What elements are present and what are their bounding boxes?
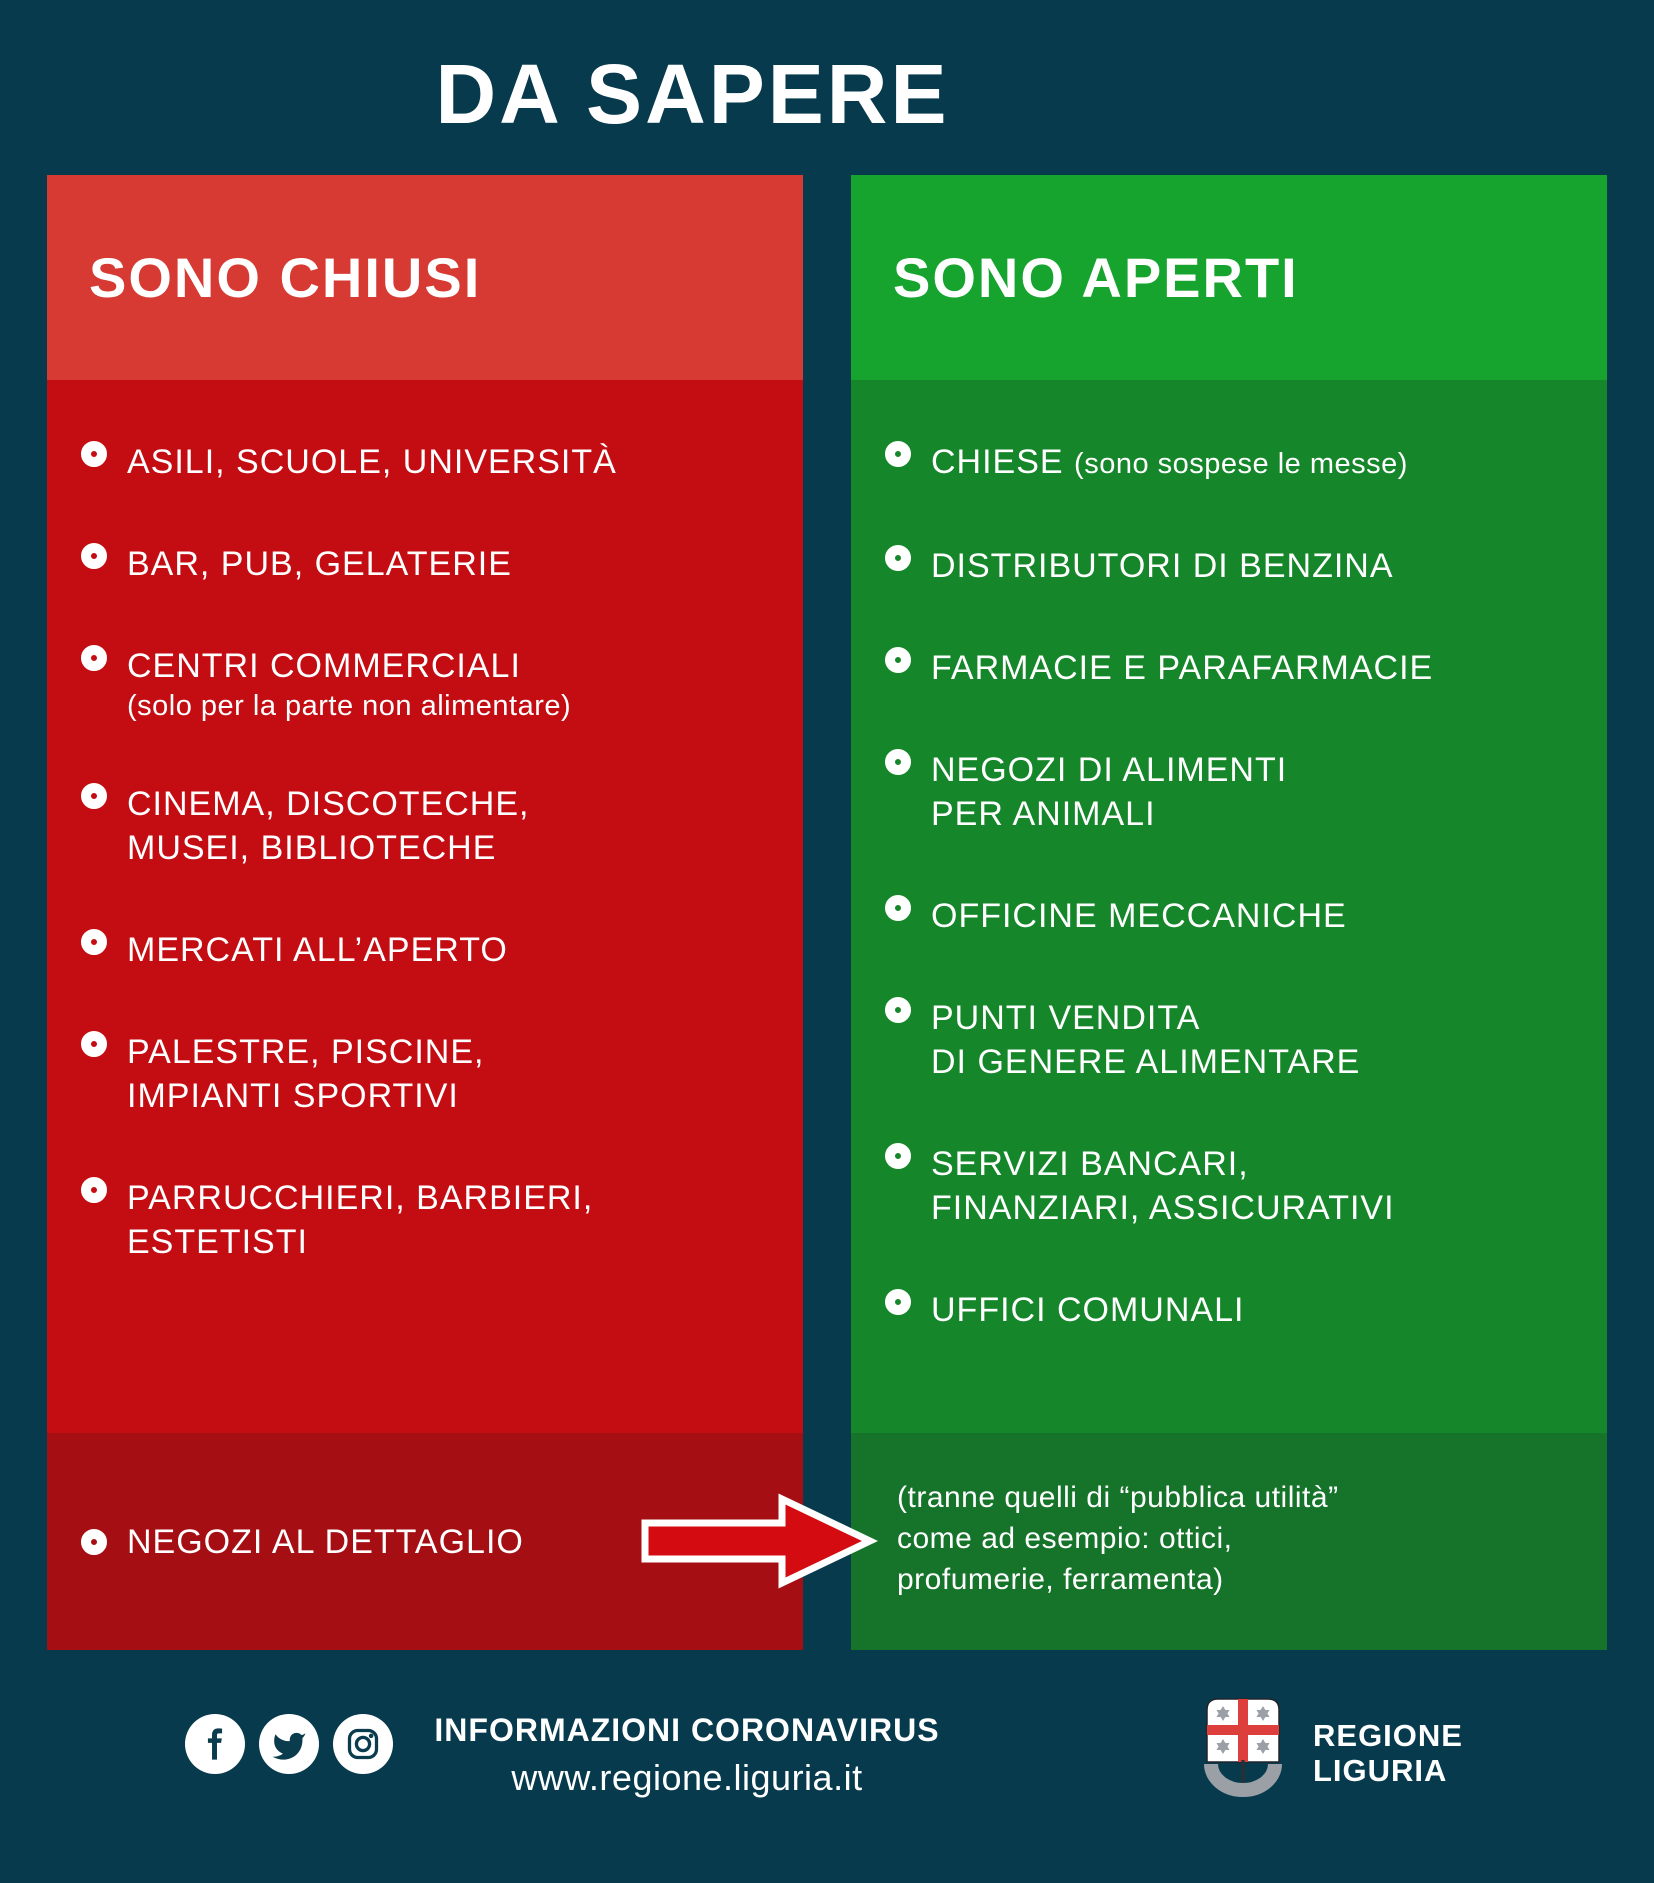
circle-bullet-icon: [81, 783, 107, 809]
circle-bullet-icon: [885, 749, 911, 775]
circle-bullet-icon: [885, 895, 911, 921]
item-line: DI GENERE ALIMENTARE: [931, 1043, 1361, 1081]
item-line: PALESTRE, PISCINE,: [127, 1033, 485, 1071]
list-item: [81, 542, 785, 586]
item-line: NEGOZI DI ALIMENTI: [931, 751, 1288, 789]
note-line: profumerie, ferramenta): [897, 1563, 1224, 1596]
open-column-body: [851, 380, 1607, 1433]
twitter-icon[interactable]: [259, 1714, 319, 1774]
item-line: IMPIANTI SPORTIVI: [127, 1077, 459, 1115]
list-item: [885, 894, 1589, 938]
circle-bullet-icon: [885, 545, 911, 571]
closed-column-body: [47, 380, 803, 1433]
footer-info: [380, 1712, 994, 1799]
note-line: come ad esempio: ottici,: [897, 1522, 1233, 1555]
info-label: INFORMAZIONI CORONAVIRUS: [434, 1712, 940, 1748]
list-item: [885, 646, 1589, 690]
circle-bullet-icon: [885, 441, 911, 467]
open-column-bottom: [851, 1433, 1607, 1650]
item-line: DISTRIBUTORI DI BENZINA: [931, 547, 1394, 585]
item-line: MUSEI, BIBLIOTECHE: [127, 829, 497, 867]
item-line: MERCATI ALL’APERTO: [127, 931, 508, 969]
item-line: PER ANIMALI: [931, 795, 1156, 833]
facebook-icon[interactable]: [185, 1714, 245, 1774]
circle-bullet-icon: [81, 441, 107, 467]
item-line: OFFICINE MECCANICHE: [931, 897, 1347, 935]
item-line: FARMACIE E PARAFARMACIE: [931, 649, 1434, 687]
item-line: ASILI, SCUOLE, UNIVERSITÀ: [127, 443, 617, 481]
list-item: [885, 1142, 1589, 1230]
circle-bullet-icon: [81, 645, 107, 671]
list-item: [81, 1176, 785, 1264]
item-note: (solo per la parte non alimentare): [127, 690, 572, 722]
item-line: NEGOZI AL DETTAGLIO: [127, 1522, 524, 1561]
circle-bullet-icon: [885, 1143, 911, 1169]
regione-liguria-logo: [1193, 1694, 1463, 1800]
list-item: [81, 782, 785, 870]
liguria-shield-icon: [1193, 1694, 1293, 1800]
circle-bullet-icon: [81, 929, 107, 955]
list-item: [81, 1030, 785, 1118]
item-line: CINEMA, DISCOTECHE,: [127, 785, 530, 823]
list-item: [81, 644, 785, 724]
list-item: [885, 440, 1589, 486]
circle-bullet-icon: [885, 647, 911, 673]
circle-bullet-icon: [81, 543, 107, 569]
note-line: (tranne quelli di “pubblica utilità”: [897, 1481, 1339, 1514]
logo-text-line2: LIGURIA: [1313, 1753, 1448, 1788]
list-item: [81, 1520, 524, 1564]
item-line: ESTETISTI: [127, 1223, 308, 1261]
item-line: BAR, PUB, GELATERIE: [127, 545, 512, 583]
open-column: [851, 175, 1607, 1650]
exception-note: [897, 1477, 1589, 1600]
circle-bullet-icon: [885, 1289, 911, 1315]
item-line: PUNTI VENDITA: [931, 999, 1201, 1037]
circle-bullet-icon: [81, 1529, 107, 1555]
item-note: (sono sospese le messe): [1074, 448, 1408, 480]
logo-text-line1: REGIONE: [1313, 1718, 1463, 1753]
list-item: [81, 440, 785, 484]
item-line: UFFICI COMUNALI: [931, 1291, 1245, 1329]
page-title: DA SAPERE: [435, 47, 950, 141]
two-column-layout: [47, 175, 1607, 1650]
item-line: PARRUCCHIERI, BARBIERI,: [127, 1179, 594, 1217]
item-line: CENTRI COMMERCIALI: [127, 647, 521, 685]
item-line: FINANZIARI, ASSICURATIVI: [931, 1189, 1395, 1227]
circle-bullet-icon: [81, 1177, 107, 1203]
item-line: CHIESE: [931, 443, 1064, 481]
list-item: [885, 544, 1589, 588]
closed-column-header: SONO CHIUSI: [47, 175, 803, 380]
list-item: [885, 1288, 1589, 1332]
list-item: [81, 928, 785, 972]
social-icons: [185, 1714, 393, 1774]
list-item: [885, 748, 1589, 836]
list-item: [885, 996, 1589, 1084]
circle-bullet-icon: [81, 1031, 107, 1057]
website-link[interactable]: www.regione.liguria.it: [511, 1757, 863, 1798]
circle-bullet-icon: [885, 997, 911, 1023]
open-column-header: SONO APERTI: [851, 175, 1607, 380]
right-arrow-icon: [640, 1492, 878, 1592]
closed-column: [47, 175, 803, 1650]
item-line: SERVIZI BANCARI,: [931, 1145, 1249, 1183]
